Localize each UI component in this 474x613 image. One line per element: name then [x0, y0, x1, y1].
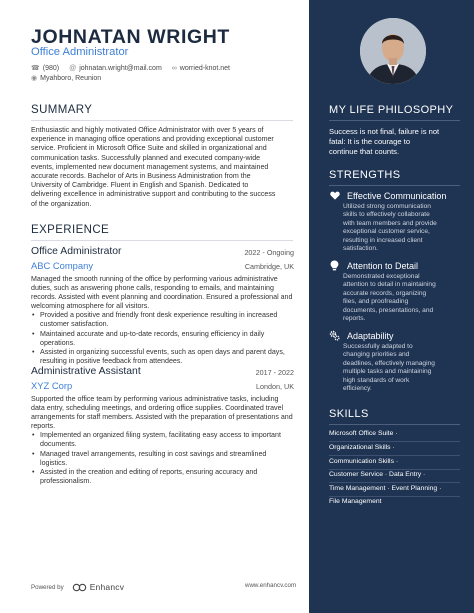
- summary-line: communication tasks. Successfully planned and executed company-wide: [31, 153, 261, 162]
- achievement-item: [31, 330, 293, 348]
- job-description-line: reports.: [31, 422, 56, 431]
- summary-line: service. Proficient in Microsoft Office Suite and skilled in organizational and: [31, 144, 267, 153]
- summary-line: of the organization.: [31, 199, 92, 208]
- strength-line: attention to detail in maintaining: [343, 281, 436, 289]
- enhancv-logo[interactable]: [72, 582, 124, 592]
- job-description: [31, 395, 293, 431]
- gears-icon: [329, 330, 340, 341]
- brand-name: Enhancv: [89, 582, 125, 592]
- candidate-role: Office Administrator: [31, 46, 129, 58]
- skill-item: Time Management · Event Planning ·: [329, 485, 442, 492]
- at-icon: @: [69, 64, 77, 72]
- strength-line: satisfaction.: [343, 245, 378, 253]
- footer-url[interactable]: www.enhancv.com: [245, 582, 297, 589]
- philosophy-line: continue that counts.: [329, 147, 400, 156]
- achievement-line: professionalism.: [40, 477, 92, 486]
- website-text: worried-knot.net: [179, 64, 230, 72]
- job-description-line: Managed the smooth running of the office by performing various administrative: [31, 275, 278, 283]
- strength-line: resulting in increased client: [343, 236, 423, 244]
- achievement-line: • Assisted in the creation and editing of reports, ensuring accuracy and: [40, 468, 258, 477]
- strength-line: accurate records, organizing: [343, 289, 427, 297]
- skill-divider: [329, 496, 460, 497]
- summary-line: Enthusiastic and highly motivated Office Administrator with over 5 years of: [31, 126, 264, 134]
- powered-by-label: Powered by: [31, 583, 64, 591]
- skills-divider: [329, 424, 460, 425]
- job-description-line: Supported the office team by performing various administrative tasks, including: [31, 395, 279, 403]
- skill-item: Organizational Skills ·: [329, 444, 395, 451]
- philosophy-quote: [329, 127, 461, 157]
- experience-heading: EXPERIENCE: [31, 224, 110, 236]
- strength-title: [329, 190, 446, 201]
- contact-website[interactable]: [172, 65, 230, 72]
- strength-line: deadlines, effectively managing: [343, 359, 435, 367]
- strength-line: efficiency.: [343, 385, 372, 393]
- phone-text: (980): [42, 64, 60, 72]
- contact-phone: [31, 64, 59, 72]
- philosophy-line: fatal: It is the courage to: [329, 137, 411, 146]
- enhancv-logo-icon: [72, 583, 87, 592]
- sidebar: [309, 0, 474, 613]
- achievement-item: [31, 431, 293, 449]
- skills-heading: SKILLS: [329, 408, 369, 420]
- achievement-line: documents.: [40, 440, 77, 449]
- email-text: johnatan.wright@mail.com: [79, 64, 162, 72]
- achievement-line: • Implemented an organized filing system, facilitating easy access to important: [40, 431, 281, 439]
- job-title: Administrative Assistant: [31, 366, 141, 377]
- summary-line: events, implemented new document management systems, and maintained: [31, 162, 269, 171]
- bulb-icon: [329, 260, 340, 271]
- strength-description: [343, 203, 463, 253]
- footer: [31, 582, 124, 592]
- strength-title: [329, 330, 394, 341]
- achievement-line: • Provided a positive and friendly front desk experience resulting in increased: [40, 311, 278, 319]
- achievement-item: [31, 468, 293, 486]
- achievement-line: • Assisted in organizing successful events, such as open days and parent days,: [40, 348, 285, 357]
- skill-divider: [329, 455, 460, 456]
- skill-item: Customer Service · Data Entry ·: [329, 471, 426, 478]
- strengths-heading: STRENGTHS: [329, 169, 401, 181]
- job-location: Cambridge, UK: [244, 262, 294, 271]
- strength-line: documents, presentations, and: [343, 306, 434, 314]
- location-pin-icon: ◉: [31, 75, 38, 82]
- achievement-line: operations.: [40, 338, 76, 347]
- philosophy-line: Success is not final, failure is not: [329, 127, 440, 136]
- strength-name: Attention to Detail: [347, 260, 419, 271]
- summary-text: [31, 126, 296, 209]
- strengths-divider: [329, 185, 460, 186]
- achievement-item: [31, 348, 293, 366]
- strength-line: Successfully adapted to: [343, 343, 413, 350]
- strength-line: changing priorities and: [343, 351, 410, 359]
- strength-line: exceptional customer service,: [343, 228, 430, 236]
- job-title: Office Administrator: [31, 246, 122, 257]
- strength-line: reports.: [343, 315, 366, 323]
- profile-photo: [360, 18, 426, 84]
- summary-line: delivering excellence in administrative support and contributing to the success: [31, 190, 276, 199]
- experience-divider: [31, 240, 293, 241]
- skill-item: Microsoft Office Suite ·: [329, 430, 398, 437]
- achievement-item: [31, 311, 293, 329]
- strength-description: [343, 343, 463, 393]
- strength-line: multiple tasks and maintaining: [343, 368, 432, 376]
- strength-line: files, and proofreading: [343, 298, 409, 306]
- summary-divider: [31, 120, 293, 121]
- summary-line: accurate records. Bachelor of Arts in Business Administration from the: [31, 172, 251, 181]
- summary-heading: SUMMARY: [31, 104, 93, 116]
- strength-name: Effective Communication: [347, 190, 447, 201]
- candidate-name: JOHNATAN WRIGHT: [31, 26, 230, 48]
- job-description-line: arrangements for staff members. Assisted with the preparation of presentations and: [31, 413, 293, 422]
- philosophy-divider: [329, 120, 460, 121]
- strength-line: Utilized strong communication: [343, 203, 431, 210]
- strength-line: Demonstrated exceptional: [343, 273, 420, 280]
- job-achievements: [31, 311, 293, 367]
- heart-icon: [329, 190, 340, 201]
- contact-email[interactable]: [69, 65, 162, 72]
- achievement-line: • Managed travel arrangements, resulting in cost savings and streamlined logistics.: [40, 449, 267, 467]
- job-description-line: records. Assisted with event planning and coordination. Ensured a professional and: [31, 293, 293, 302]
- skill-item: File Management: [329, 498, 382, 505]
- achievement-item: [31, 450, 293, 468]
- link-icon: ∞: [171, 64, 177, 72]
- job-description-line: welcoming atmosphere for all visitors.: [31, 302, 150, 311]
- strength-line: skills to effectively collaborate: [343, 211, 430, 219]
- strength-line: with team members and provide: [343, 219, 437, 227]
- strength-line: high standards of work: [343, 376, 410, 384]
- location-text: Myahboro, Reunion: [40, 74, 102, 82]
- job-description-line: data entry, scheduling meetings, and ordering office supplies. Coordinated travel: [31, 404, 284, 413]
- job-company: ABC Company: [31, 260, 94, 271]
- contact-line: [31, 64, 240, 72]
- strength-description: [343, 273, 463, 323]
- summary-line: University of Cambridge. Fluent in English and Spanish. Dedicated to: [31, 181, 249, 190]
- job-company: XYZ Corp: [31, 380, 73, 391]
- job-description-line: duties, such as answering phone calls, responding to emails, and maintaining: [31, 284, 274, 293]
- job-date: 2017 - 2022: [255, 368, 294, 377]
- job-date: 2022 - Ongoing: [244, 248, 294, 257]
- summary-line: experience in managing office operations and providing exceptional customer: [31, 135, 274, 144]
- achievement-line: resulting in positive feedback from attendees.: [40, 357, 183, 366]
- job-achievements: [31, 431, 293, 487]
- achievement-line: customer satisfaction.: [40, 320, 109, 329]
- philosophy-heading: MY LIFE PHILOSOPHY: [329, 104, 454, 116]
- contact-location: [31, 74, 101, 82]
- skill-item: Communication Skills ·: [329, 458, 399, 465]
- job-location: London, UK: [256, 382, 294, 391]
- skill-divider: [329, 482, 460, 483]
- skill-divider: [329, 441, 460, 442]
- strength-name: Adaptability: [347, 330, 394, 341]
- achievement-line: • Maintained accurate and up-to-date records, ensuring efficiency in daily: [40, 329, 265, 338]
- strength-title: [329, 260, 418, 271]
- phone-icon: ☎: [31, 65, 40, 72]
- skill-divider: [329, 469, 460, 470]
- job-description: [31, 275, 293, 311]
